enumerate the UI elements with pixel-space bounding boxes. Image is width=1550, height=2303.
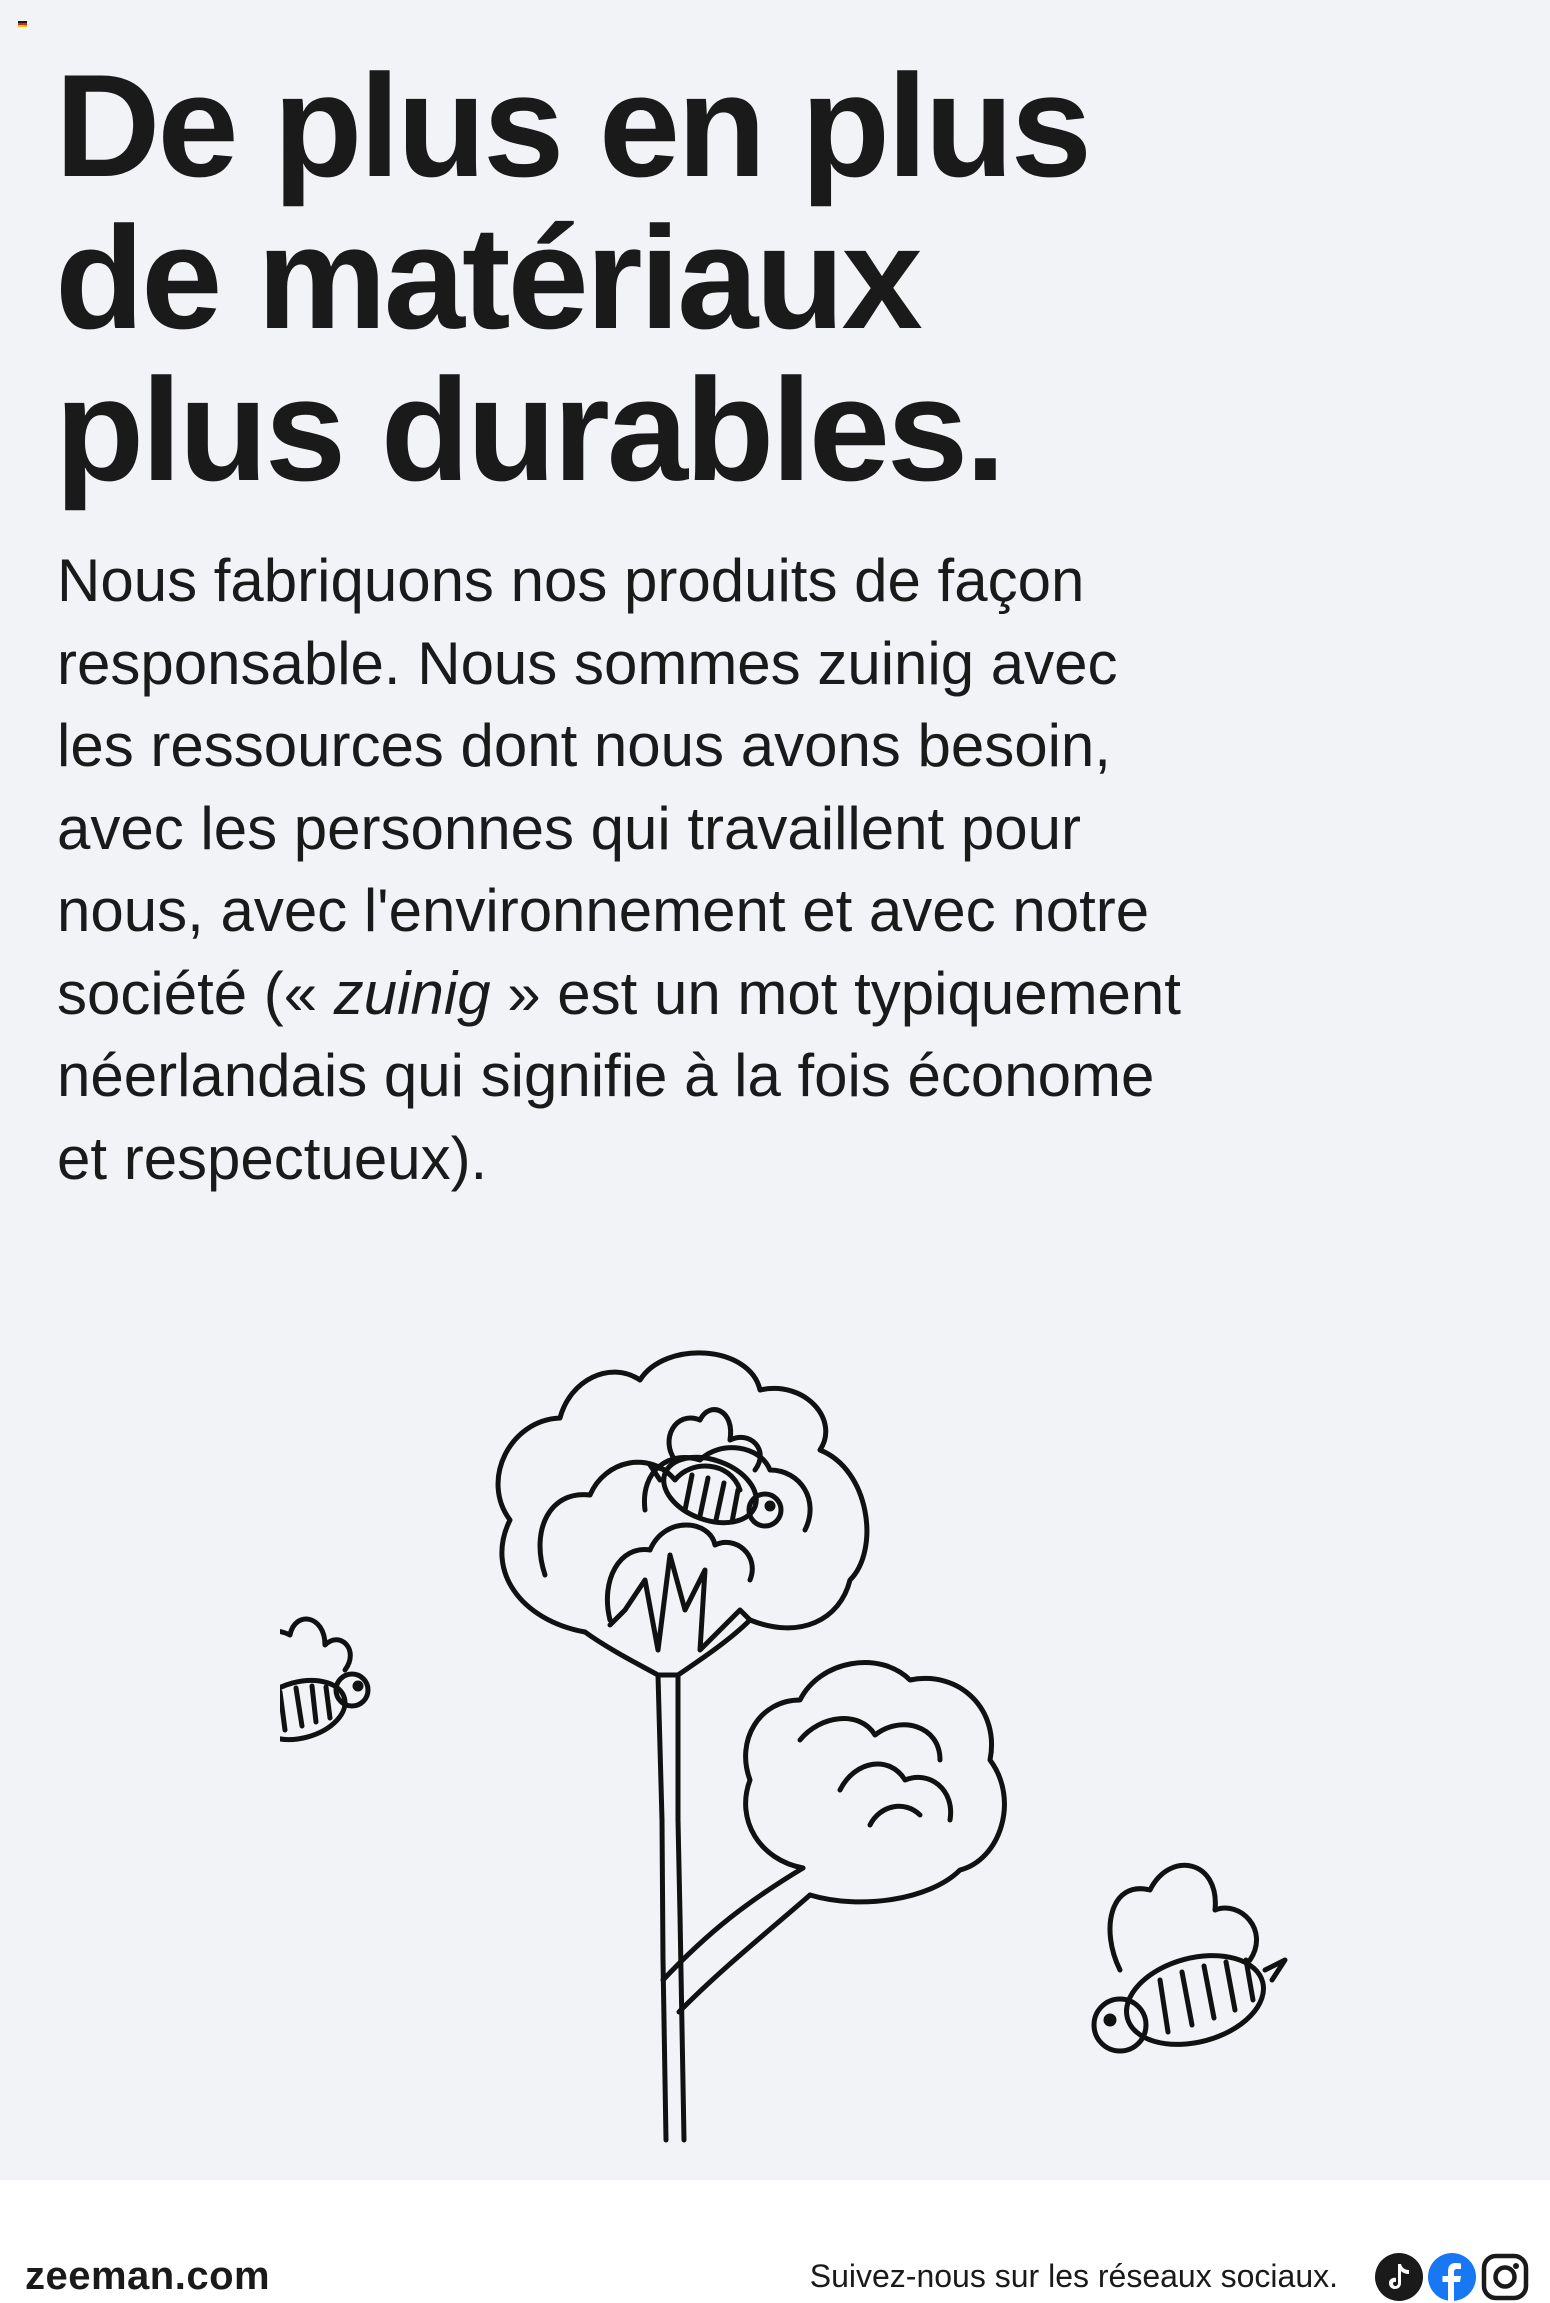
cotton-plant-illustration	[280, 1320, 1320, 2150]
body-line: responsable. Nous sommes zuinig avec	[57, 629, 1118, 697]
headline-line: de matériaux	[55, 196, 920, 359]
body-text-fragment: » est un mot typiquement	[490, 959, 1181, 1027]
flag-icon	[18, 21, 27, 28]
headline-line: plus durables.	[55, 348, 1003, 511]
headline	[55, 44, 1355, 511]
instagram-icon[interactable]	[1480, 2252, 1530, 2302]
body-text-fragment: société («	[57, 959, 334, 1027]
cotton-boll-icon	[746, 1663, 1005, 1902]
follow-text: Suivez-nous sur les réseaux sociaux.	[809, 2258, 1338, 2294]
site-url[interactable]: zeeman.com	[25, 2254, 271, 2298]
headline-line: De plus en plus	[55, 44, 1089, 207]
body-line: et respectueux).	[57, 1124, 488, 1192]
stem-icon	[658, 1675, 810, 2140]
bee-icon	[1094, 1865, 1285, 2058]
bee-icon	[280, 1619, 368, 1749]
tiktok-icon[interactable]	[1374, 2252, 1424, 2302]
body-paragraph	[57, 540, 1357, 1200]
body-line: néerlandais qui signifie à la fois économe	[57, 1042, 1155, 1109]
body-line: Nous fabriquons nos produits de façon	[57, 547, 1085, 614]
body-line: nous, avec l'environnement et avec notre	[57, 877, 1150, 944]
body-line: avec les personnes qui travaillent pour	[57, 794, 1081, 862]
zuinig-term: zuinig	[333, 959, 491, 1027]
cotton-boll-icon	[498, 1353, 867, 1675]
body-line	[57, 953, 1357, 1036]
body-line: les ressources dont nous avons besoin,	[57, 712, 1111, 779]
facebook-icon[interactable]	[1427, 2252, 1477, 2302]
